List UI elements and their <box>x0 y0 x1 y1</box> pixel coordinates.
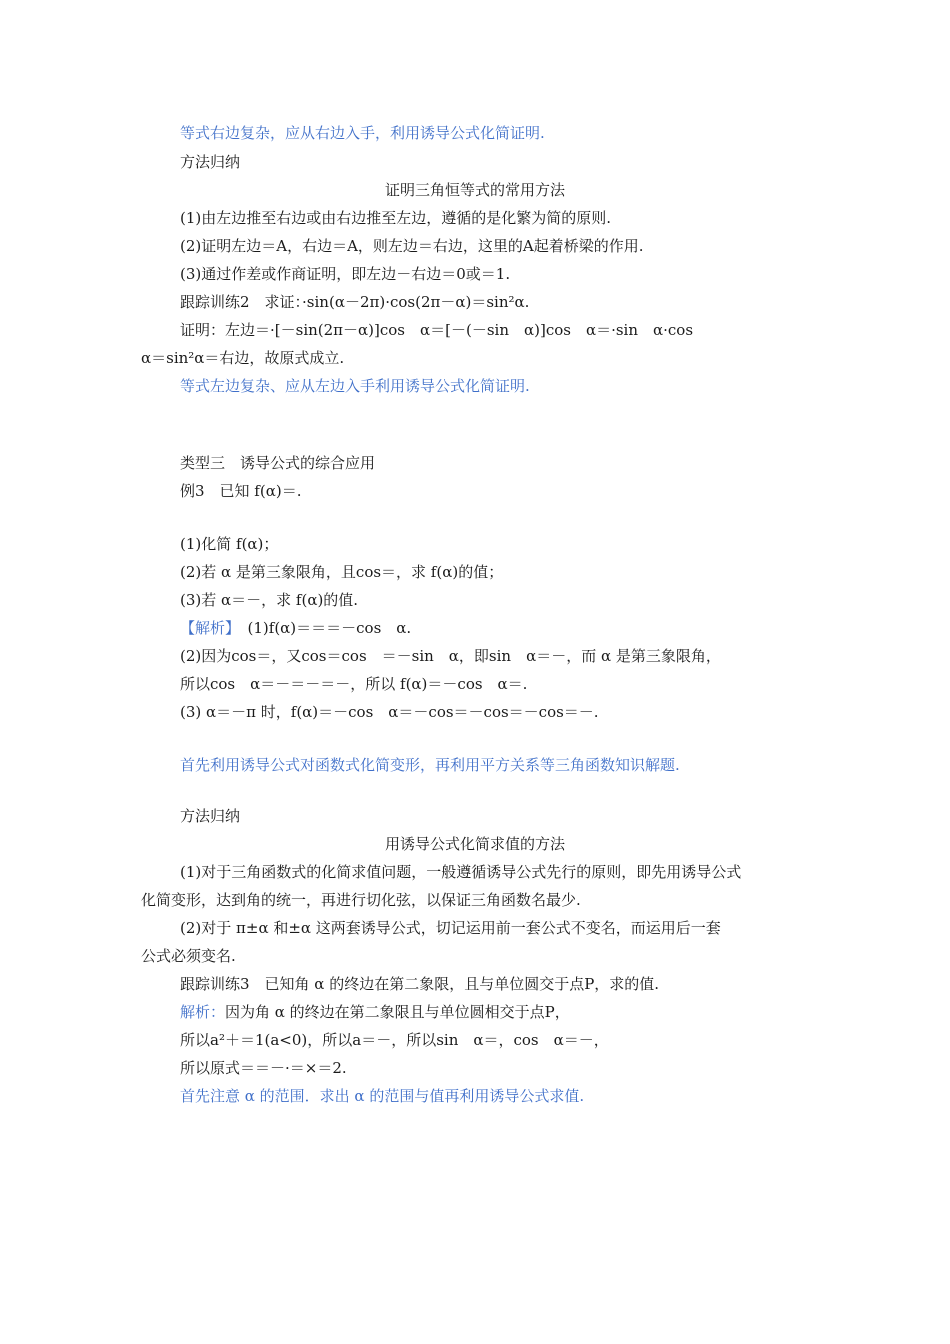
proof-line-1: 证明：左边＝·[－sin(2π－α)]cos α＝[－(－sin α)]cos α＝·sin α·cos <box>180 321 694 339</box>
example-3-part-3: (3)若 α＝－，求 f(α)的值. <box>180 591 359 609</box>
solution-line-1-text: (1)f(α)＝＝＝－cos α. <box>232 619 412 637</box>
method-2-item-2-line-1: (2)对于 π±α 和±α 这两套诱导公式，切记运用前一套公式不变名，而运用后一套 <box>180 919 721 937</box>
method-2-item-1-line-1: (1)对于三角函数式的化简求值问题，一般遵循诱导公式先行的原则，即先用诱导公式 <box>180 863 742 881</box>
method-item-3: (3)通过作差或作商证明，即左边－右边＝0或＝1. <box>180 265 511 283</box>
exercise-3-solution-label: 解析： <box>180 1003 226 1021</box>
method-2-item-2-line-2: 公式必须变名. <box>141 947 236 965</box>
example-3-part-2: (2)若 α 是第三象限角，且cos＝，求 f(α)的值； <box>180 563 504 581</box>
note-solution: 首先利用诱导公式对函数式化简变形，再利用平方关系等三角函数知识解题. <box>180 756 680 774</box>
exercise-2: 跟踪训练2 求证：·sin(α－2π)·cos(2π－α)＝sin²α. <box>180 293 530 311</box>
exercise-3-solution-line-1 <box>180 1002 570 1022</box>
solution-line-1 <box>180 618 411 638</box>
method-2-item-1-line-2: 化简变形，达到角的统一，再进行切化弦，以保证三角函数名最少. <box>141 891 581 909</box>
example-3-part-1: (1)化简 f(α)； <box>180 535 279 553</box>
solution-line-4: (3) α＝－π 时，f(α)＝－cos α＝－cos＝－cos＝－cos＝－. <box>180 703 599 721</box>
method-title-2: 用诱导公式化简求值的方法 <box>384 835 565 853</box>
exercise-3-solution-line-2: 所以a²＋＝1(a<0)，所以a＝－，所以sin α＝，cos α＝－， <box>180 1031 609 1049</box>
method-item-2: (2)证明左边＝A，右边＝A，则左边＝右边，这里的A起着桥梁的作用. <box>180 237 644 255</box>
exercise-3-solution-text: 因为角 α 的终边在第二象限且与单位圆相交于点P， <box>225 1003 570 1021</box>
note-left-side: 等式左边复杂、应从左边入手利用诱导公式化简证明. <box>180 377 530 395</box>
proof-line-2: α＝sin²α＝右边，故原式成立. <box>141 349 345 367</box>
method-summary-heading-2: 方法归纳 <box>180 807 241 825</box>
solution-label: 【解析】 <box>180 619 233 637</box>
method-title-1: 证明三角恒等式的常用方法 <box>384 181 565 199</box>
method-item-1: (1)由左边推至右边或由右边推至左边，遵循的是化繁为简的原则. <box>180 209 612 227</box>
solution-line-3: 所以cos α＝－＝－＝－，所以 f(α)＝－cos α＝. <box>180 675 528 693</box>
example-3: 例3 已知 f(α)＝. <box>180 482 302 500</box>
note-exercise-3: 首先注意 α 的范围．求出 α 的范围与值再利用诱导公式求值. <box>180 1087 585 1105</box>
solution-line-2: (2)因为cos＝，又cos＝cos ＝－sin α，即sin α＝－，而 α 是第三象限角， <box>180 647 721 665</box>
section-type-three: 类型三 诱导公式的综合应用 <box>180 454 376 472</box>
exercise-3: 跟踪训练3 已知角 α 的终边在第二象限，且与单位圆交于点P，求的值. <box>180 975 660 993</box>
method-summary-heading-1: 方法归纳 <box>180 153 241 171</box>
exercise-3-solution-line-3: 所以原式＝＝－·＝×＝2. <box>180 1059 347 1077</box>
note-right-side: 等式右边复杂，应从右边入手，利用诱导公式化简证明. <box>180 124 545 142</box>
